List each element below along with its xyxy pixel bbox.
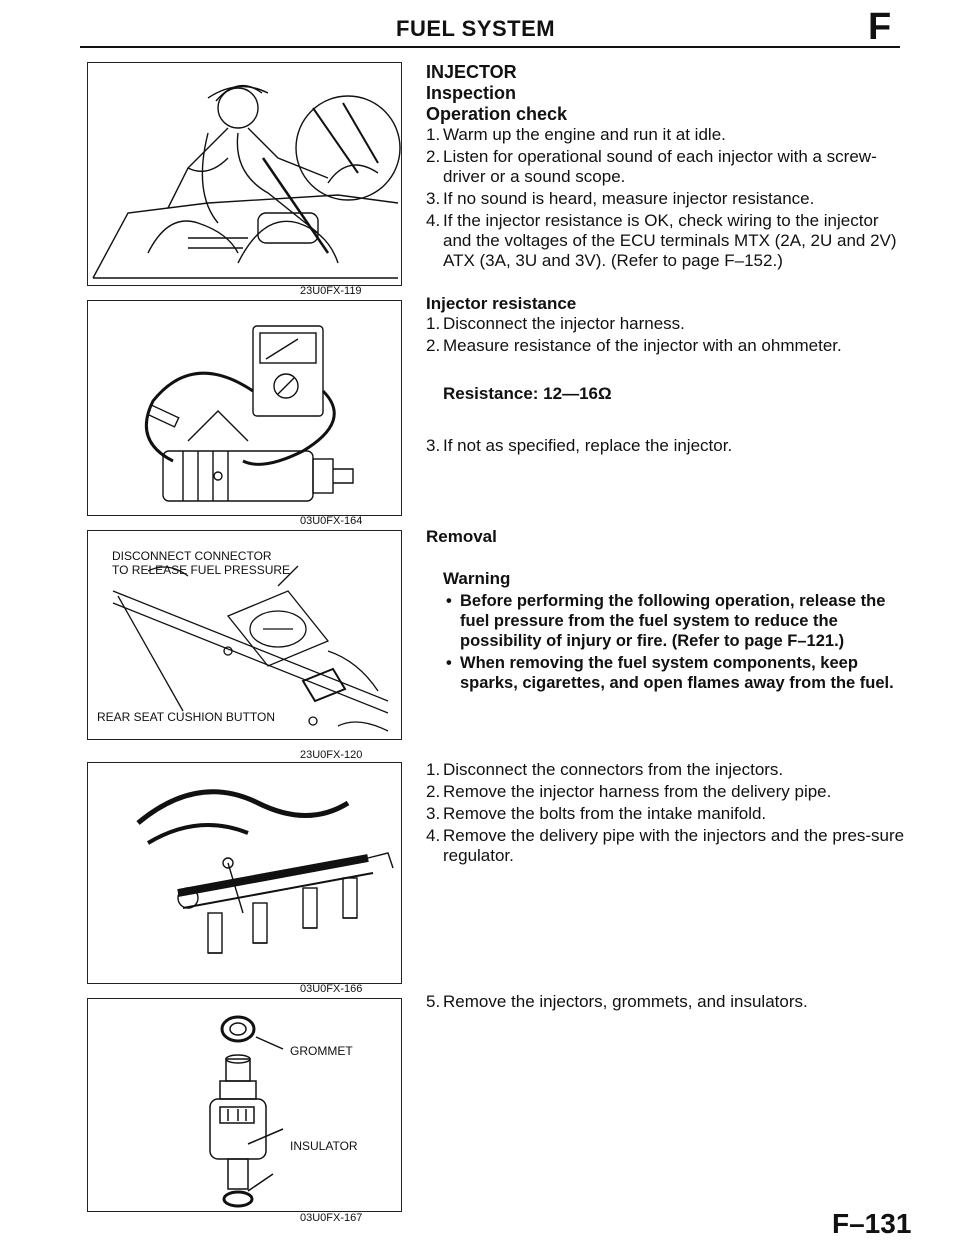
figure-code: 03U0FX-167 — [300, 1212, 363, 1224]
section-injector-resistance — [426, 294, 906, 458]
section-subtitle: Inspection — [426, 83, 517, 103]
list-item: 2. Remove the injector harness from the delivery pipe. — [426, 782, 832, 801]
section-title: INJECTOR — [426, 62, 517, 82]
removal-steps — [426, 760, 906, 866]
removal-heading: Removal — [426, 527, 497, 546]
operation-check-heading: Operation check — [426, 104, 568, 124]
warning-item: • When removing the fuel system components, keep sparks, cigarettes, and open flames away from the fuel. — [446, 654, 894, 692]
list-item: 2. Measure resistance of the injector with an ohmmeter. — [426, 336, 842, 355]
callout-rear-seat-cushion-button: REAR SEAT CUSHION BUTTON — [97, 710, 276, 724]
warning-title: Warning — [443, 569, 511, 588]
callout-disconnect-connector: DISCONNECT CONNECTOR TO RELEASE FUEL PRESSURE — [112, 549, 291, 577]
section-operation-check — [426, 62, 906, 273]
resistance-spec: Resistance: 12—16Ω — [443, 384, 612, 403]
callout-insulator: INSULATOR — [290, 1139, 358, 1153]
list-item: 1. Disconnect the injector harness. — [426, 314, 685, 333]
section-letter: F — [868, 6, 892, 48]
list-item: 4. Remove the delivery pipe with the injectors and the pres-sure regulator. — [426, 826, 905, 865]
page-number: F–131 — [832, 1208, 912, 1239]
removal-final-steps — [426, 992, 906, 1012]
page-title: FUEL SYSTEM — [396, 16, 556, 41]
callout-grommet: GROMMET — [290, 1044, 353, 1058]
list-item: 1. Warm up the engine and run it at idle. — [426, 125, 726, 144]
removal-final-step-block — [426, 992, 906, 1014]
figure-code: 03U0FX-164 — [300, 515, 363, 527]
ohmmeter-illustration — [88, 301, 401, 515]
list-item: 3. Remove the bolts from the intake manifold. — [426, 804, 767, 823]
list-item: 3. If not as specified, replace the injector. — [426, 436, 733, 455]
figure-code: 03U0FX-166 — [300, 983, 363, 995]
delivery-pipe-illustration — [88, 763, 401, 983]
figure-code: 23U0FX-119 — [300, 285, 362, 297]
header-rule — [80, 46, 900, 48]
section-removal — [426, 527, 906, 695]
figure-ohmmeter — [87, 300, 402, 516]
injector-parts-illustration — [88, 999, 401, 1211]
figure-code: 23U0FX-120 — [300, 749, 363, 761]
figure-sound-scope — [87, 62, 402, 286]
injector-resistance-after-steps — [426, 436, 906, 456]
removal-steps-block — [426, 760, 906, 868]
list-item: 3. If no sound is heard, measure injector resistance. — [426, 189, 815, 208]
warning-list — [426, 591, 906, 693]
figure-grommet-insulator — [87, 998, 402, 1212]
list-item: 2. Listen for operational sound of each injector with a screw-driver or a sound scope. — [426, 147, 877, 186]
list-item: 5. Remove the injectors, grommets, and insulators. — [426, 992, 808, 1011]
mechanic-illustration — [88, 63, 401, 285]
list-item: 1. Disconnect the connectors from the injectors. — [426, 760, 784, 779]
operation-check-steps — [426, 125, 906, 271]
injector-resistance-heading: Injector resistance — [426, 294, 577, 313]
figure-delivery-pipe — [87, 762, 402, 984]
warning-item: • Before performing the following operation, release the fuel pressure from the fuel system to reduce the possibility of injury or fire. (Refer to page F–121.) — [446, 592, 886, 650]
list-item: 4. If the injector resistance is OK, check wiring to the injector and the voltages of the ECU terminals MTX (2A, 2U and 2V) ATX (3A, 3U and 3V). (Refer to page F–152.) — [426, 211, 897, 270]
injector-resistance-steps — [426, 314, 906, 356]
